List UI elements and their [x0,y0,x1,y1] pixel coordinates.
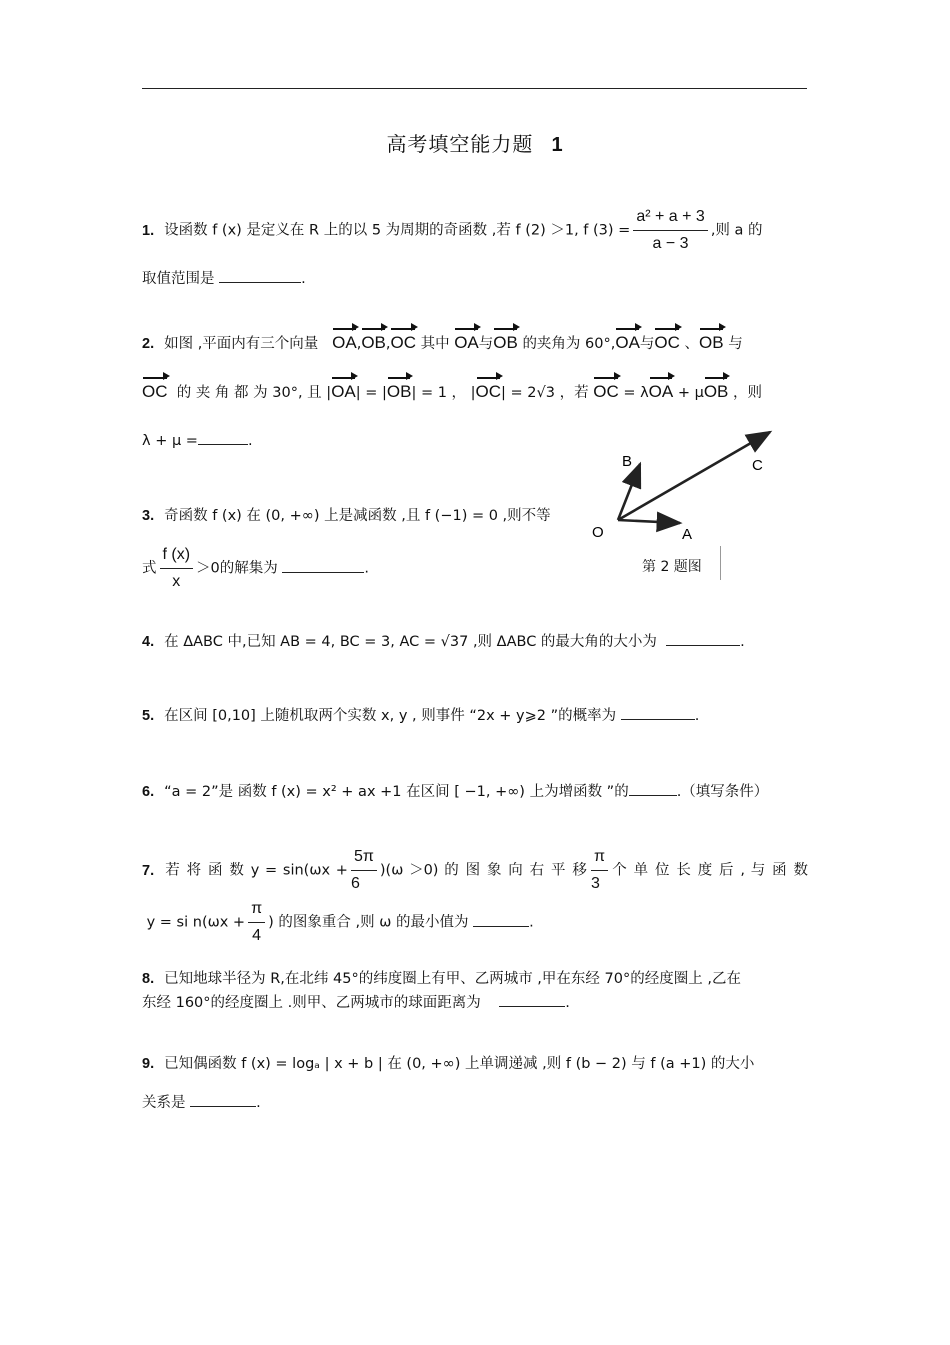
q2-text-intro: 如图 ,平面内有三个向量 [164,336,319,352]
q6-answer-blank[interactable] [629,781,677,796]
q4-answer-blank[interactable] [666,631,740,646]
q2-text: = 2√3 ，若 [510,385,589,401]
q2-line2: OC 的 夹 角 都 为 30°, 且 |OA| = |OB| = 1 ， |OC| = 2√3 ，若 OC = λOA + μOB ，则 [142,377,808,404]
q2-number: 2. [142,336,155,352]
q1-fraction [633,206,708,255]
q4-line: 4. 在 ΔABC 中,已知 AB = 4, BC = 3, AC = √37 ,则 ΔABC 的最大角的大小为 . [142,631,808,653]
vector-oa: OA [454,328,479,354]
q9-text-line2: 关系是 [142,1095,186,1111]
header-rule [142,88,807,89]
q5-answer-blank[interactable] [621,705,695,720]
q7-fraction3-numerator: π [248,898,265,923]
q3-text-pre: 式 [142,560,157,577]
q1-line2: 取值范围是 . [142,268,808,290]
q2-text: + μ [677,385,704,401]
vector-oa: OA [649,377,674,403]
figure-caption: 第 2 题图 [642,559,702,575]
q2-text: 的 夹 角 都 为 30°, 且 [176,385,322,401]
q5-text: 在区间 [0,10] 上随机取两个实数 x, y , 则事件 “2x + y⩾2 ”的概率为 [164,708,617,724]
q7-fraction-5pi-6 [351,846,377,895]
vector-ob: OB [387,377,412,403]
q9-text: 已知偶函数 f (x) = logₐ | x + b | 在 (0, +∞) 上单调递减 ,则 f (b − 2) 与 f (a +1) 的大小 [164,1056,755,1072]
label-b: B [622,453,633,470]
vector-oa-arrow [618,520,680,523]
q2-text: 与 [639,336,655,352]
q3-number: 3. [142,508,155,524]
q2-text: 、 [684,336,700,352]
q2-text: 的夹角为 60°, [522,336,616,352]
q1-line1 [142,206,808,255]
vector-ob-arrow [618,464,640,520]
vector-oc: OC [593,377,619,403]
q7-text: 个 单 位 长 度 后 , 与 函 数 [611,862,809,879]
q2-text: 其中 [420,336,450,352]
q1-fraction-denominator: a − 3 [652,235,689,252]
q7-fraction-pi-4 [248,898,265,947]
q3-fraction-denominator: x [172,573,181,590]
q3-fraction [160,544,194,593]
q7-fraction2-denominator: 3 [591,875,600,892]
q7-text: 若 将 函 数 y = sin(ωx + [164,862,348,879]
q9-line2: 关系是 . [142,1092,808,1114]
vector-oa: OA [332,328,357,354]
q7-fraction-pi-3 [591,846,608,895]
q8-number: 8. [142,971,155,987]
q2-line3: λ + μ = . [142,430,808,452]
label-c: C [752,457,763,474]
q7-answer-blank[interactable] [473,912,529,927]
q7-line2: y = si n(ωx + $\frac{\pi}{4}$ ) 的图象重合 ,则 ω 的最小值为 . [142,898,808,947]
q1-answer-blank[interactable] [219,268,301,283]
q3-fraction-numerator: f (x) [160,544,194,569]
vector-oc: OC [390,328,416,354]
q1-fraction-numerator: a² + a + 3 [633,206,708,231]
q7-text: ) 的图象重合 ,则 ω 的最小值为 [268,914,469,931]
q1-number: 1. [142,222,155,239]
q7-fraction1-denominator: 6 [350,875,360,892]
q3-text: 奇函数 f (x) 在 (0, +∞) 上是减函数 ,且 f (−1) = 0 ,则不等 [164,508,551,524]
q7-line1 [142,846,808,895]
vector-oa: OA [331,377,356,403]
q3-line2: 式 $\frac{f (x)}{x}$ ＞0的解集为 . [142,544,582,593]
q2-text: = λ [623,385,649,401]
q2-line1: 2. 如图 ,平面内有三个向量 OA,OB,OC 其中 OA与OB 的夹角为 60°,OA与OC 、OB 与 [142,328,808,355]
q9-line1 [142,1053,808,1075]
q7-fraction1-numerator: 5π [351,846,377,871]
q1-text-end: ,则 a 的 [710,222,763,239]
q7-fraction3-denominator: 4 [252,927,262,944]
title-number: 1 [551,134,564,156]
label-a: A [682,526,693,543]
q3-text-post: ＞0的解集为 [196,560,278,577]
q5-number: 5. [142,708,155,724]
q8-line2: 东经 160°的经度圈上 .则甲、乙两城市的球面距离为 . [142,992,808,1014]
page-title [0,128,950,157]
vector-oc: OC [654,328,680,354]
vector-ob: OB [361,328,386,354]
q6-text-post: .（填写条件） [676,784,769,800]
caption-divider [720,546,721,580]
q2-text: 与 [728,336,743,352]
q7-number: 7. [142,862,155,879]
title-text: 高考填空能力题 [386,132,534,156]
vector-ob: OB [704,377,729,403]
q1-text: 设函数 f (x) 是定义在 R 上的以 5 为周期的奇函数 ,若 f (2) ＞1, f (3) = [164,222,631,239]
q6-text: “a = 2”是 函数 f (x) = x² + ax +1 在区间 [ −1, +∞) 上为增函数 ”的 [164,784,629,800]
vector-oc: OC [476,377,502,403]
q7-text: y = si n(ωx + [146,914,246,931]
vector-oa: OA [615,328,640,354]
q8-line1 [142,968,808,990]
vector-ob: OB [699,328,724,354]
q5-line: 5. 在区间 [0,10] 上随机取两个实数 x, y , 则事件 “2x + y⩾2 ”的概率为 . [142,705,808,727]
q4-number: 4. [142,634,155,650]
vector-figure [580,420,780,550]
label-o: O [592,524,604,541]
q3-line1 [142,505,582,527]
q7-text: )(ω ＞0) 的 图 象 向 右 平 移 [379,862,589,879]
q2-text: ，则 [733,385,762,401]
q4-text: 在 ΔABC 中,已知 AB = 4, BC = 3, AC = √37 ,则 ΔABC 的最大角的大小为 [164,634,657,650]
q1-text-line2: 取值范围是 [142,271,215,287]
vector-oc-arrow [618,432,770,520]
q2-text: 与 [478,336,494,352]
q9-number: 9. [142,1056,155,1072]
q6-line [142,781,808,803]
q6-number: 6. [142,784,155,800]
q3-answer-blank[interactable] [282,558,364,573]
vector-oc: OC [142,377,168,403]
q8-answer-blank[interactable] [499,992,565,1007]
q2-answer-blank[interactable] [198,430,248,445]
q9-answer-blank[interactable] [190,1092,256,1107]
q7-fraction2-numerator: π [591,846,608,871]
vector-ob: OB [493,328,518,354]
q8-text: 已知地球半径为 R,在北纬 45°的纬度圈上有甲、乙两城市 ,甲在东经 70°的经度圈上 ,乙在 [164,971,741,987]
q2-text: = 1 ， [420,385,467,401]
q8-text-line2: 东经 160°的经度圈上 .则甲、乙两城市的球面距离为 [142,995,481,1011]
q2-text-line3: λ + μ = [142,433,198,449]
